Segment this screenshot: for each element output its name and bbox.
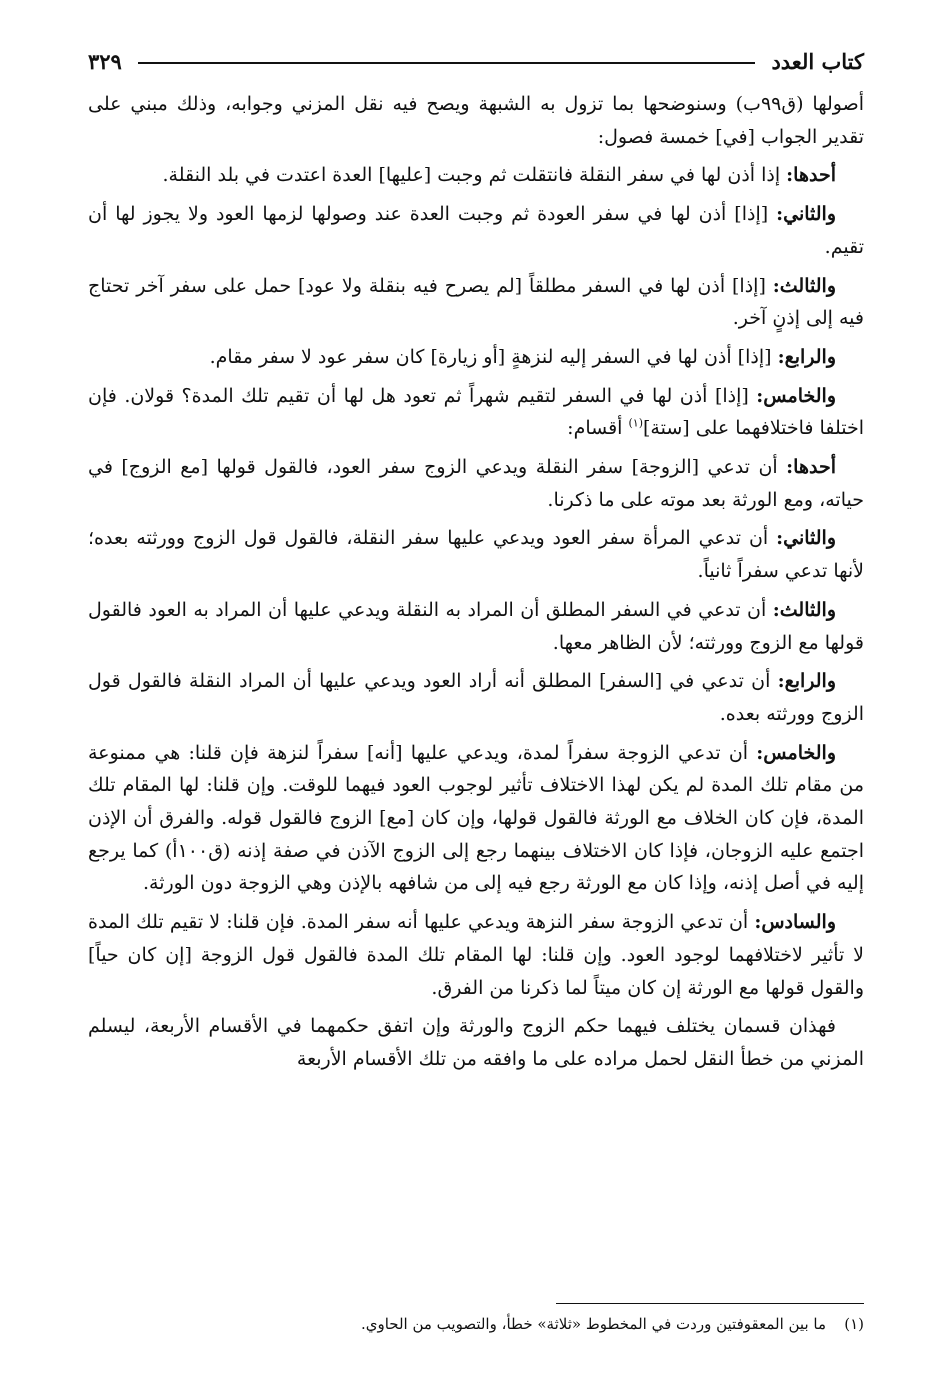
paragraph-text: أن تدعي في [السفر] المطلق أنه أراد العود ويدعي عليها أن المراد النقلة فالقول قول الزوج وورثته بعده. bbox=[88, 670, 864, 725]
paragraph-lead: والثالث: bbox=[772, 274, 836, 297]
paragraph bbox=[88, 380, 864, 445]
paragraph-text: أن تدعي الزوجة سفراً لمدة، ويدعي عليها [أنه] سفراً لنزهة فإن قلنا: هي ممنوعة من مقام تلك المدة لم يكن لهذا الاختلاف تأثير لوجوب العود فيهما للوقت. وإن قلنا: لها المقام تلك المدة، فإن كان الخلاف مع الورثة فالقول قولها، وإن كان [مع] الزوج فالقول قوله. والفرق أن الإذن اجتمع عليه الزوجان، فإذا كان الاختلاف بينهما رجع إلى الزوج الآذن في صفة إذنه (ق١٠٠أ) كما يرجع إليه في أصل إذنه، وإذا كان مع الورثة رجع فيه إلى من شافهه بالإذن وهي الزوجة دون الورثة. bbox=[88, 741, 864, 895]
footnote bbox=[88, 1311, 864, 1337]
paragraph-text-tail: أقسام: bbox=[567, 417, 629, 440]
paragraph-lead: والرابع: bbox=[777, 345, 836, 368]
paragraph-lead: والثاني: bbox=[776, 527, 836, 550]
paragraph-text: [إذا] أذن لها في السفر لتقيم شهراً ثم تعود هل لها أن تقيم تلك المدة؟ قولان. فإن اختلفا فاختلافهما على [ستة] bbox=[88, 384, 864, 440]
paragraph bbox=[88, 198, 864, 263]
footnote-text: ما بين المعقوفتين وردت في المخطوط «ثلاثة» خطأ، والتصويب من الحاوي. bbox=[360, 1315, 826, 1333]
paragraph-text: أن تدعي في السفر المطلق أن المراد به النقلة ويدعي عليها أن المراد به العود فالقول قولها مع الزوج وورثته؛ لأن الظاهر معها. bbox=[88, 598, 864, 654]
header-title: كتاب العدد bbox=[771, 48, 864, 74]
paragraph bbox=[88, 451, 864, 516]
body-text bbox=[88, 88, 864, 1076]
paragraph bbox=[88, 737, 864, 901]
paragraph-lead: والسادس: bbox=[754, 911, 836, 934]
paragraph-text: أصولها (ق٩٩ب) وسنوضحها بما تزول به الشبهة ويصح فيه نقل المزني وجوابه، وذلك مبني على تقدير الجواب [في] خمسة فصول: bbox=[88, 93, 864, 148]
paragraph-lead: والخامس: bbox=[756, 741, 836, 764]
running-header bbox=[88, 40, 864, 82]
paragraph bbox=[88, 341, 864, 374]
paragraph-text: [إذا] أذن لها في السفر مطلقاً [لم يصرح فيه بنقلة ولا عود] حمل على سفر آخر تحتاج فيه إلى إذنٍ آخر. bbox=[88, 274, 864, 330]
paragraph bbox=[88, 522, 864, 587]
paragraph-text: [إذا] أذن لها في السفر إليه لنزهةٍ [أو زيارة] كان سفر عود لا سفر مقام. bbox=[209, 345, 778, 368]
paragraph bbox=[88, 159, 864, 192]
header-rule bbox=[138, 62, 756, 64]
paragraph-text: أن تدعي الزوجة سفر النزهة ويدعي عليها أنه سفر المدة. فإن قلنا: لا تقيم تلك المدة لا تأثير لاختلافهما لوجود العود. وإن قلنا: لها المقام تلك المدة فالقول قول الزوجة [إن كان حياً] والقول قولها مع الورثة إن كان ميتاً لما ذكرنا من الفرق. bbox=[88, 911, 864, 999]
paragraph bbox=[88, 270, 864, 335]
paragraph bbox=[88, 665, 864, 730]
footnote-number: (١) bbox=[844, 1315, 864, 1333]
paragraph-lead: أحدها: bbox=[786, 456, 836, 479]
paragraph-lead: والثالث: bbox=[772, 598, 836, 621]
footnote-marker[interactable]: (١) bbox=[628, 417, 643, 430]
page bbox=[88, 40, 864, 1353]
page-number: ٣٢٩ bbox=[88, 48, 122, 74]
paragraph bbox=[88, 88, 864, 153]
paragraph-lead: والرابع: bbox=[777, 670, 836, 693]
paragraph-text: فهذان قسمان يختلف فيهما حكم الزوج والورثة وإن اتفق حكمهما في الأقسام الأربعة، ليسلم المزني من خطأ النقل لحمل مراده على ما وافقه من تلك الأقسام الأربعة bbox=[88, 1015, 864, 1070]
paragraph-text: أن تدعي [الزوجة] سفر النقلة ويدعي الزوج سفر العود، فالقول قولها [مع الزوج] في حياته، ومع الورثة بعد موته على ما ذكرنا. bbox=[88, 456, 864, 511]
paragraph-text: أن تدعي المرأة سفر العود ويدعي عليها سفر النقلة، فالقول قول الزوج وورثته بعده؛ لأنها تدعي سفراً ثانياً. bbox=[88, 527, 864, 583]
paragraph bbox=[88, 1010, 864, 1075]
footnote-rule bbox=[556, 1303, 864, 1304]
paragraph-lead: والخامس: bbox=[756, 384, 836, 407]
paragraph-text: [إذا] أذن لها في سفر العودة ثم وجبت العدة عند وصولها لزمها العود ولا يجوز لها أن تقيم. bbox=[88, 203, 864, 258]
paragraph-text: إذا أذن لها في سفر النقلة فانتقلت ثم وجبت [عليها] العدة اعتدت في بلد النقلة. bbox=[162, 164, 787, 187]
paragraph-lead: والثاني: bbox=[776, 203, 836, 226]
paragraph-lead: أحدها: bbox=[786, 164, 836, 187]
paragraph bbox=[88, 906, 864, 1004]
paragraph bbox=[88, 594, 864, 659]
